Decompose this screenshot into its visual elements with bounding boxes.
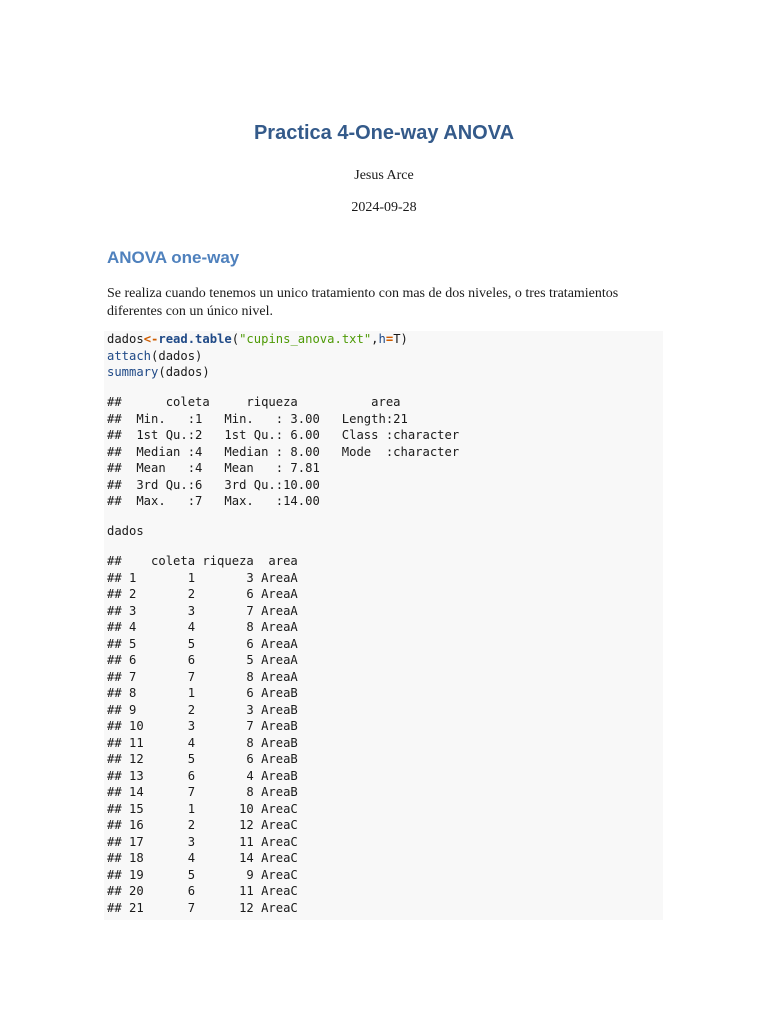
code-paren-open: (: [231, 332, 240, 346]
r-code-input: [107, 331, 408, 381]
section-heading: ANOVA one-way: [107, 248, 240, 267]
dados-command: [107, 523, 144, 540]
code-fn-read-table: read.table: [158, 332, 232, 346]
table-row: ## 2 2 6 AreaA: [107, 587, 298, 601]
table-row: ## 8 1 6 AreaB: [107, 686, 298, 700]
table-row: ## 9 2 3 AreaB: [107, 702, 298, 717]
code-string-file: "cupins_anova.txt": [239, 332, 372, 346]
summary-line: ## coleta riqueza area: [107, 395, 474, 409]
summary-line: ## 3rd Qu.:6 3rd Qu.:10.00: [107, 477, 474, 492]
table-row: ## 14 7 8 AreaB: [107, 785, 298, 799]
table-row: ## 4 4 8 AreaA: [107, 620, 298, 634]
table-row: ## 1 1 3 AreaA: [107, 570, 298, 585]
table-row: ## 18 4 14 AreaC: [107, 851, 298, 865]
dados-table-output: [107, 553, 298, 916]
code-attach-args: (dados): [151, 348, 203, 363]
table-row: ## 19 5 9 AreaC: [107, 867, 298, 882]
dados-command-text: dados: [107, 524, 144, 538]
table-header: ## coleta riqueza area: [107, 554, 298, 568]
code-fn-summary: summary: [107, 365, 159, 379]
code-paren-close: ): [400, 332, 408, 346]
table-row: ## 5 5 6 AreaA: [107, 636, 298, 651]
document-date: 2024-09-28: [351, 200, 417, 215]
code-param-h: h: [378, 332, 386, 346]
table-row: ## 17 3 11 AreaC: [107, 834, 298, 849]
document-title: Practica 4-One-way ANOVA: [253, 122, 515, 144]
summary-line: ## Mean :4 Mean : 7.81: [107, 461, 474, 475]
code-eq-op: =: [385, 332, 394, 346]
summary-output: [107, 394, 474, 510]
code-assign-op: <-: [143, 332, 159, 346]
summary-line: ## 1st Qu.:2 1st Qu.: 6.00 Class :character: [107, 428, 474, 442]
code-var: dados: [107, 332, 144, 346]
table-row: ## 21 7 12 AreaC: [107, 900, 298, 915]
table-row: ## 11 4 8 AreaB: [107, 735, 298, 750]
table-row: ## 10 3 7 AreaB: [107, 719, 298, 733]
table-row: ## 12 5 6 AreaB: [107, 752, 298, 766]
table-row: ## 15 1 10 AreaC: [107, 801, 298, 816]
summary-line: ## Min. :1 Min. : 3.00 Length:21: [107, 411, 474, 426]
code-value-t: T: [393, 332, 401, 346]
section-paragraph: Se realiza cuando tenemos un unico tratamiento con mas de dos niveles, o tres tratamientos diferentes con un único nivel.: [107, 286, 619, 319]
summary-line: ## Median :4 Median : 8.00 Mode :character: [107, 444, 474, 459]
table-row: ## 3 3 7 AreaA: [107, 603, 298, 618]
document-author: Jesus Arce: [354, 168, 414, 183]
table-row: ## 7 7 8 AreaA: [107, 669, 298, 684]
code-fn-attach: attach: [107, 348, 152, 363]
table-row: ## 13 6 4 AreaB: [107, 768, 298, 783]
code-comma: ,: [371, 332, 379, 346]
table-row: ## 6 6 5 AreaA: [107, 653, 298, 667]
code-summary-args: (dados): [158, 365, 210, 379]
summary-line: ## Max. :7 Max. :14.00: [107, 494, 474, 508]
table-row: ## 20 6 11 AreaC: [107, 884, 298, 898]
table-row: ## 16 2 12 AreaC: [107, 818, 298, 832]
